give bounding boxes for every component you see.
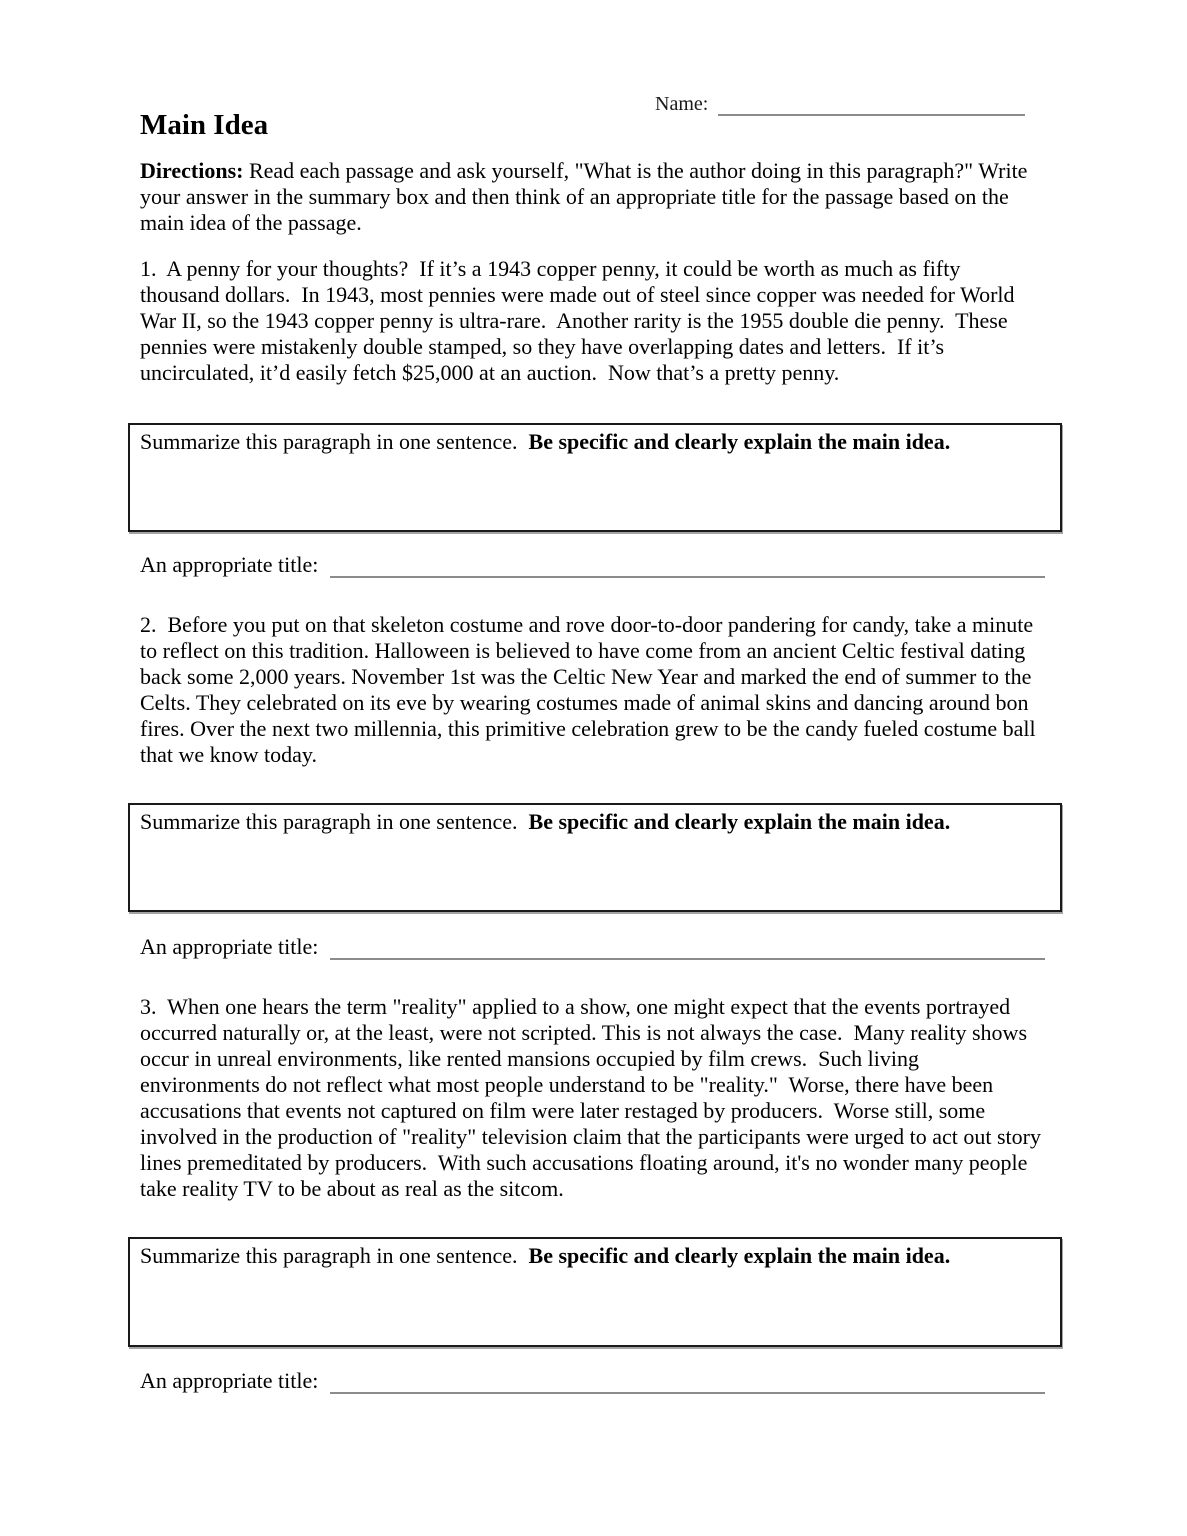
name-label: Name:	[655, 93, 709, 115]
directions-text: Read each passage and ask yourself, "What is the author doing in this paragraph?" Write your answer in the summary box and then think of an appropriate title for the passage based on the main idea of the passage.	[140, 158, 1033, 235]
summary-prompt-normal: Summarize this paragraph in one sentence.	[140, 809, 529, 834]
summary-prompt-normal: Summarize this paragraph in one sentence.	[140, 429, 529, 454]
title-row-2	[140, 932, 1045, 960]
title-label-2: An appropriate title:	[140, 934, 319, 959]
title-input-line-2[interactable]	[330, 934, 1045, 960]
summary-prompt-2	[140, 809, 1050, 835]
summary-prompt-3	[140, 1243, 1050, 1269]
summary-prompt-bold: Be specific and clearly explain the main idea.	[528, 429, 951, 454]
page-title: Main Idea	[140, 109, 269, 141]
summary-prompt-bold: Be specific and clearly explain the main idea.	[528, 809, 951, 834]
passage-1-text: 1. A penny for your thoughts? If it’s a 1943 copper penny, it could be worth as much as fifty thousand dollars. In 1943, most pennies were made out of steel since copper was needed for World War II, so the 1943 copper penny is ultra-rare. Another rarity is the 1955 double die penny. These pennies were mistakenly double stamped, so they have overlapping dates and letters. If it’s uncirculated, it’d easily fetch $25,000 at an auction. Now that’s a pretty penny.	[140, 256, 1020, 385]
name-row	[655, 90, 1025, 116]
summary-box-3[interactable]	[128, 1237, 1062, 1347]
directions	[140, 158, 1043, 236]
title-row-3	[140, 1366, 1045, 1394]
directions-label: Directions:	[140, 158, 244, 183]
passage-3-text: 3. When one hears the term "reality" applied to a show, one might expect that the events portrayed occurred naturally or, at the least, were not scripted. This is not always the case. Many reality shows occur in unreal environments, like rented mansions occupied by film crews. Such living environments do not reflect what most people understand to be "reality." Worse, there have been accusations that events not captured on film were later restaged by producers. Worse still, some involved in the production of "reality" television claim that the participants were urged to act out story lines premeditated by producers. With such accusations floating around, it's no wonder many people take reality TV to be about as real as the sitcom.	[140, 994, 1047, 1201]
summary-box-1[interactable]	[128, 423, 1062, 532]
title-label-3: An appropriate title:	[140, 1368, 319, 1393]
name-input-line[interactable]	[718, 92, 1025, 116]
passage-2-text: 2. Before you put on that skeleton costume and rove door-to-door pandering for candy, take a minute to reflect on this tradition. Halloween is believed to have come from an ancient Celtic festival dating back some 2,000 years. November 1st was the Celtic New Year and marked the end of summer to the Celts. They celebrated on its eve by wearing costumes made of animal skins and dancing around bon fires. Over the next two millennia, this primitive celebration grew to be the candy fueled costume ball that we know today.	[140, 612, 1042, 767]
summary-box-2[interactable]	[128, 803, 1062, 912]
title-label-1: An appropriate title:	[140, 552, 319, 577]
summary-prompt-1	[140, 429, 1050, 455]
summary-prompt-normal: Summarize this paragraph in one sentence.	[140, 1243, 529, 1268]
title-input-line-3[interactable]	[330, 1368, 1045, 1394]
title-input-line-1[interactable]	[330, 552, 1045, 578]
summary-prompt-bold: Be specific and clearly explain the main idea.	[528, 1243, 951, 1268]
title-row-1	[140, 550, 1045, 578]
